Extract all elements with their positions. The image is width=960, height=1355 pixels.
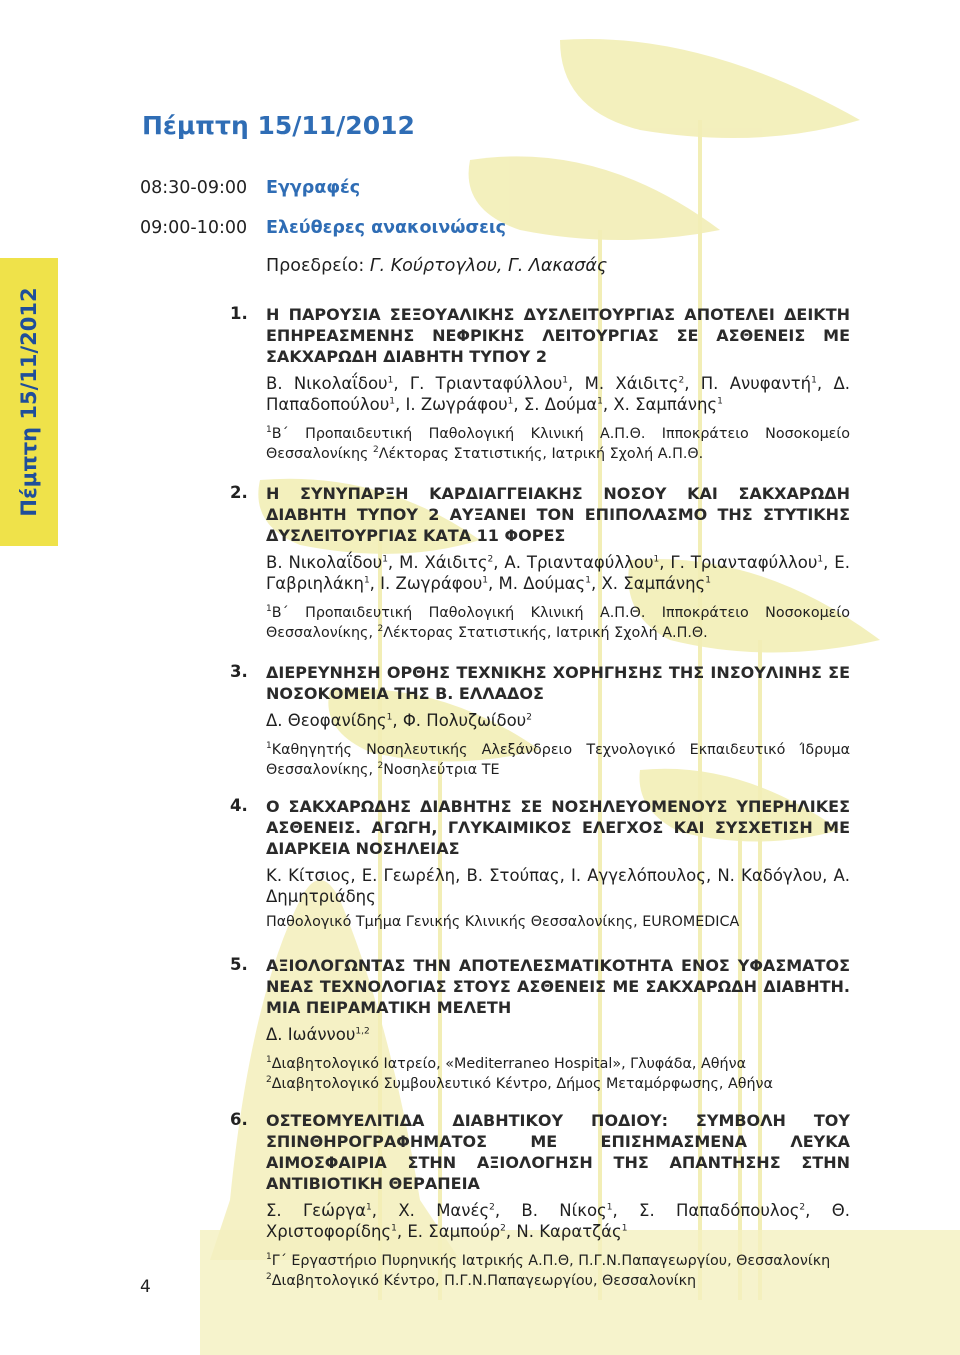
author-name: Δ. Ιωάννου: [266, 1025, 356, 1044]
abstract-number: 2.: [230, 483, 248, 502]
author-affiliation-marker: 1: [606, 1202, 613, 1213]
author-name: Ι. Αγγελόπουλος: [571, 866, 706, 885]
author-affiliation-marker: 1: [389, 396, 396, 407]
abstract-affiliations: [266, 912, 850, 932]
affiliation-text: Λέκτορας Στατιστικής, Ιατρική Σχολή Α.Π.Θ.: [383, 625, 708, 641]
author-affiliation-marker: 1: [386, 712, 393, 723]
chairs-names: Γ. Κούρτογλου, Γ. Λακασάς: [369, 256, 608, 276]
affiliation-marker: 2: [266, 1075, 272, 1086]
affiliation-marker: 1: [266, 741, 272, 752]
abstract-number: 5.: [230, 955, 248, 974]
abstract-title: ΔΙΕΡΕΥΝΗΣΗ ΟΡΘΗΣ ΤΕΧΝΙΚΗΣ ΧΟΡΗΓΗΣΗΣ ΤΗΣ ΙΝΣΟΥΛΙΝΗΣ ΣΕ ΝΟΣΟΚΟΜΕΙΑ ΤΗΣ Β. ΕΛΛΑΔΟΣ: [266, 663, 850, 703]
author-affiliation-marker: 1: [482, 575, 489, 586]
author-name: Ε. Γαβριηλάκη: [266, 553, 850, 593]
author-name: Χ. Σαμπάνης: [613, 395, 718, 414]
author-affiliation-marker: 1: [705, 575, 711, 586]
author-affiliation-marker: 2: [526, 712, 532, 723]
schedule-time: 09:00-10:00: [140, 218, 248, 238]
author-name: Μ. Δούμας: [498, 574, 586, 593]
abstract-authors: Β. Νικολαΐδου$^1$, Γ. Τριανταφύλλου$^1$, Μ. Χάιδιτς$^2$, Π. Ανυφαντή$^1$, Δ. Παπαδοπούλου$^1$, Ι. Ζωγράφου$^1$, Σ. Δούμα$^1$, Χ. Σαμπάνης$^1$: [266, 374, 850, 414]
author-name: Μ. Χάιδιτς: [399, 553, 488, 572]
abstract-authors: Δ. Θεοφανίδης$^1$, Φ. Πολυζωίδου$^2$: [266, 711, 532, 730]
author-affiliation-marker: 1: [585, 575, 591, 586]
abstract-title: ΟΣΤΕΟΜΥΕΛΙΤΙΔΑ ΔΙΑΒΗΤΙΚΟΥ ΠΟΔΙΟΥ: ΣΥΜΒΟΛΗ ΤΟΥ ΣΠΙΝΘΗΡΟΓΡΑΦΗΜΑΤΟΣ ΜΕ ΕΠΙΣΗΜΑΣΜΕΝΑ ΛΕΥΚΑ ΑΙΜΟΣΦΑΙΡΙΑ ΣΤΗΝ ΑΞΙΟΛΟΓΗΣΗ ΤΗΣ ΑΠΑΝΤΗΣΗΣ ΣΤΗΝ ΑΝΤΙΒΙΟΤΙΚΗ ΘΕΡΑΠΕΙΑ: [266, 1111, 850, 1193]
author-affiliation-marker: 2: [500, 1223, 506, 1234]
author-name: Σ. Γεώργα: [266, 1201, 367, 1220]
abstract-number: 6.: [230, 1110, 248, 1129]
chairs-label: Προεδρείο:: [266, 256, 365, 276]
affiliation-marker: 1: [266, 1252, 272, 1263]
author-name: Δ. Θεοφανίδης: [266, 711, 387, 730]
abstract-affiliations: [266, 424, 850, 464]
author-affiliation-marker: 1: [507, 396, 514, 407]
abstract-title: Η ΣΥΝΥΠΑΡΞΗ ΚΑΡΔΙΑΓΓΕΙΑΚΗΣ ΝΟΣΟΥ ΚΑΙ ΣΑΚΧΑΡΩΔΗ ΔΙΑΒΗΤΗ ΤΥΠΟΥ 2 ΑΥΞΑΝΕΙ ΤΟΝ ΕΠΙΠΟΛΑΣΜΟ ΤΗΣ ΣΤΥΤΙΚΗΣ ΔΥΣΛΕΙΤΟΥΡΓΙΑΣ ΚΑΤΑ 11 ΦΟΡΕΣ: [266, 484, 850, 545]
author-name: Ν. Καδόγλου: [717, 866, 823, 885]
author-name: Σ. Παπαδόπουλος: [639, 1201, 800, 1220]
author-affiliation-marker: 1: [366, 1202, 372, 1213]
author-name: Ι. Ζωγράφου: [380, 574, 483, 593]
author-name: Χ. Σαμπάνης: [601, 574, 706, 593]
schedule-title: Ελεύθερες ανακοινώσεις: [266, 218, 507, 238]
author-name: Β. Νικολαΐδου: [266, 553, 383, 572]
author-name: Γ. Τριανταφύλλου: [409, 374, 563, 393]
abstract-affiliations: [266, 740, 850, 780]
affiliation-text: Λέκτορας Στατιστικής, Ιατρική Σχολή Α.Π.Θ.: [378, 446, 704, 462]
schedule-row: [140, 178, 360, 198]
abstract-authors: [266, 1024, 850, 1045]
affiliation-marker: 2: [377, 761, 384, 772]
page-title: Πέμπτη 15/11/2012: [142, 111, 415, 140]
abstract-title: Ο ΣΑΚΧΑΡΩΔΗΣ ΔΙΑΒΗΤΗΣ ΣΕ ΝΟΣΗΛΕΥΟΜΕΝΟΥΣ ΥΠΕΡΗΛΙΚΕΣ ΑΣΘΕΝΕΙΣ. ΑΓΩΓΗ, ΓΛΥΚΑΙΜΙΚΟΣ ΕΛΕΓΧΟΣ ΚΑΙ ΣΥΣΧΕΤΙΣΗ ΜΕ ΔΙΑΡΚΕΙΑ ΝΟΣΗΛΕΙΑΣ: [266, 797, 850, 858]
affiliation-marker: 1: [266, 1055, 272, 1066]
affiliation-marker: 2: [266, 1272, 272, 1283]
affiliation-text: Β΄ Προπαιδευτική Παθολογική Κλινική Α.Π.Θ. Ιπποκράτειο Νοσοκομείο Θεσσαλονίκης,: [266, 605, 850, 641]
affiliation-text: Γ΄ Εργαστήριο Πυρηνικής Ιατρικής Α.Π.Θ, Π.Γ.Ν.Παπαγεωργίου, Θεσσαλονίκη: [271, 1253, 831, 1269]
author-name: Δ. Παπαδοπούλου: [266, 374, 850, 414]
author-affiliation-marker: 1: [363, 575, 370, 586]
author-name: Χ. Μανές: [398, 1201, 490, 1220]
schedule-title: Εγγραφές: [266, 178, 361, 198]
abstract-item: [230, 483, 850, 643]
author-name: Μ. Χάιδιτς: [584, 374, 679, 393]
affiliation-marker: 1: [266, 604, 272, 615]
author-affiliation-marker: 1: [621, 1223, 628, 1234]
author-affiliation-marker: 2: [799, 1202, 806, 1213]
author-affiliation-marker: 1: [597, 396, 603, 407]
abstract-affiliations: [266, 603, 850, 643]
page-number: 4: [140, 1277, 151, 1297]
abstract-item: [230, 304, 850, 464]
author-name: Π. Ανυφαντή: [700, 374, 812, 393]
side-tab-label: Πέμπτη 15/11/2012: [17, 287, 41, 517]
abstract-number: 4.: [230, 796, 248, 815]
author-name: Κ. Κίτσιος: [266, 866, 351, 885]
affiliation-marker: 2: [373, 445, 379, 456]
author-name: Γ. Τριανταφύλλου: [670, 553, 818, 572]
schedule-row: [140, 218, 506, 238]
author-affiliation-marker: 2: [487, 554, 494, 565]
author-affiliation-marker: 1: [653, 554, 660, 565]
affiliation-text: Διαβητολογικό Ιατρείο, «Mediterraneo Hospital», Γλυφάδα, Αθήνα: [271, 1056, 746, 1072]
affiliation-text: Διαβητολογικό Συμβουλευτικό Κέντρο, Δήμος Μεταμόρφωσης, Αθήνα: [271, 1076, 773, 1092]
author-affiliation-marker: 2: [678, 375, 685, 386]
author-affiliation-marker: 1: [387, 375, 394, 386]
abstract-item: [230, 955, 850, 1094]
abstract-item: [230, 1110, 850, 1291]
author-affiliation-marker: 1,2: [355, 1026, 370, 1037]
abstract-authors: Σ. Γεώργα$^1$, Χ. Μανές$^2$, Β. Νίκος$^1$, Σ. Παπαδόπουλος$^2$, Θ. Χριστοφορίδης$^1$, Ε. Σαμπούρ$^2$, Ν. Καρατζάς$^1$: [266, 1201, 850, 1241]
author-affiliation-marker: 1: [717, 396, 723, 407]
author-name: Σ. Δούμα: [523, 395, 598, 414]
affiliation-text: Διαβητολογικό Κέντρο, Π.Γ.Ν.Παπαγεωργίου, Θεσσαλονίκη: [271, 1273, 697, 1289]
author-name: Β. Νικολαΐδου: [266, 374, 388, 393]
author-name: Ι. Ζωγράφου: [405, 395, 508, 414]
author-affiliation-marker: 1: [811, 375, 817, 386]
affiliation-text: Παθολογικό Τμήμα Γενικής Κλινικής Θεσσαλονίκης, EUROMEDICA: [266, 914, 740, 930]
abstract-item: [230, 796, 850, 932]
abstract-title: ΑΞΙΟΛΟΓΩΝΤΑΣ ΤΗΝ ΑΠΟΤΕΛΕΣΜΑΤΙΚΟΤΗΤΑ ΕΝΟΣ ΥΦΑΣΜΑΤΟΣ ΝΕΑΣ ΤΕΧΝΟΛΟΓΙΑΣ ΣΤΟΥΣ ΑΣΘΕΝΕΙΣ ΜΕ ΣΑΚΧΑΡΩΔΗ ΔΙΑΒΗΤΗ. ΜΙΑ ΠΕΙΡΑΜΑΤΙΚΗ ΜΕΛΕΤΗ: [266, 956, 850, 1017]
affiliation-text: Νοσηλεύτρια ΤΕ: [383, 762, 500, 778]
author-affiliation-marker: 1: [391, 1223, 397, 1234]
affiliation-text: Καθηγητής Νοσηλευτικής Αλεξάνδρειο Τεχνολογικό Εκπαιδευτικό Ίδρυμα Θεσσαλονίκης,: [266, 742, 850, 778]
affiliation-text: Β΄ Προπαιδευτική Παθολογική Κλινική Α.Π.Θ. Ιπποκράτειο Νοσοκομείο Θεσσαλονίκης: [266, 426, 850, 462]
author-affiliation-marker: 2: [489, 1202, 495, 1213]
abstract-authors: Β. Νικολαΐδου$^1$, Μ. Χάιδιτς$^2$, Α. Τριανταφύλλου$^1$, Γ. Τριανταφύλλου$^1$, Ε. Γαβριηλάκη$^1$, Ι. Ζωγράφου$^1$, Μ. Δούμας$^1$, Χ. Σαμπάνης$^1$: [266, 553, 850, 593]
author-name: Ε. Γεωρέλη: [361, 866, 456, 885]
author-name: Β. Στούπας: [466, 866, 560, 885]
abstract-authors: Κ. Κίτσιος, Ε. Γεωρέλη, Β. Στούπας, Ι. Αγγελόπουλος, Ν. Καδόγλου, Α. Δημητριάδης: [266, 866, 851, 906]
abstract-affiliations: [266, 1251, 850, 1291]
author-affiliation-marker: 1: [817, 554, 824, 565]
author-name: Θ. Χριστοφορίδης: [266, 1201, 850, 1241]
abstract-number: 1.: [230, 304, 248, 323]
author-name: Ν. Καρατζάς: [516, 1222, 622, 1241]
author-name: Ε. Σαμπούρ: [407, 1222, 501, 1241]
schedule-time: 08:30-09:00: [140, 178, 248, 198]
author-name: Α. Δημητριάδης: [266, 866, 851, 906]
affiliation-marker: 2: [377, 624, 384, 635]
abstract-affiliations: [266, 1054, 850, 1094]
author-name: Φ. Πολυζωίδου: [402, 711, 527, 730]
abstract-number: 3.: [230, 662, 248, 681]
author-affiliation-marker: 1: [382, 554, 388, 565]
affiliation-marker: 1: [266, 425, 272, 436]
author-affiliation-marker: 1: [562, 375, 569, 386]
session-chairs: [266, 256, 607, 276]
abstract-item: [230, 662, 850, 780]
author-name: Α. Τριανταφύλλου: [504, 553, 654, 572]
abstract-title: Η ΠΑΡΟΥΣΙΑ ΣΕΞΟΥΑΛΙΚΗΣ ΔΥΣΛΕΙΤΟΥΡΓΙΑΣ ΑΠΟΤΕΛΕΙ ΔΕΙΚΤΗ ΕΠΗΡΕΑΣΜΕΝΗΣ ΝΕΦΡΙΚΗΣ ΛΕΙΤΟΥΡΓΙΑΣ ΣΕ ΑΣΘΕΝΕΙΣ ΜΕ ΣΑΚΧΑΡΩΔΗ ΔΙΑΒΗΤΗ ΤΥΠΟΥ 2: [266, 305, 850, 366]
author-name: Β. Νίκος: [521, 1201, 607, 1220]
